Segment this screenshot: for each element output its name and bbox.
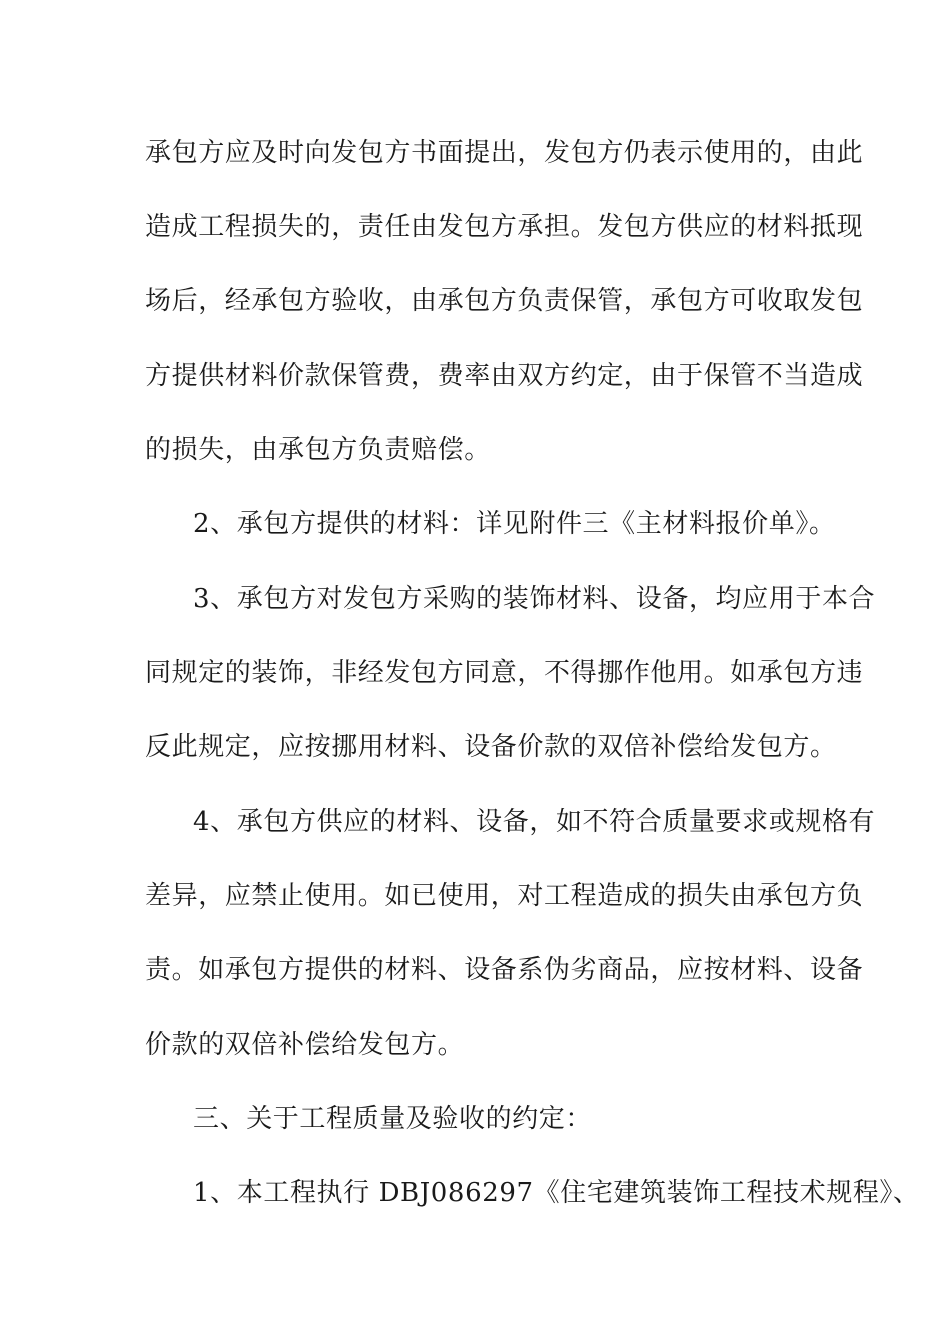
body-text-line: 价款的双倍补偿给发包方。 <box>145 1030 465 1060</box>
body-text-line: 方提供材料价款保管费，费率由双方约定，由于保管不当造成 <box>145 361 864 391</box>
clause-2-line: 2、承包方提供的材料：详见附件三《主材料报价单》。 <box>193 509 836 539</box>
clause-1-line: 1、本工程执行 DBJ086297《住宅建筑装饰工程技术规程》、 <box>193 1178 920 1208</box>
body-text-line: 同规定的装饰，非经发包方同意，不得挪作他用。如承包方违 <box>145 658 864 688</box>
clause-3-line: 3、承包方对发包方采购的装饰材料、设备，均应用于本合 <box>193 584 876 614</box>
body-text-line: 差异，应禁止使用。如已使用，对工程造成的损失由承包方负 <box>145 881 864 911</box>
body-text-line: 反此规定，应按挪用材料、设备价款的双倍补偿给发包方。 <box>145 732 837 762</box>
body-text-line: 场后，经承包方验收，由承包方负责保管，承包方可收取发包 <box>145 286 864 316</box>
body-text-line: 的损失，由承包方负责赔偿。 <box>145 435 491 465</box>
body-text-line: 造成工程损失的，责任由发包方承担。发包方供应的材料抵现 <box>145 212 864 242</box>
body-text-line: 责。如承包方提供的材料、设备系伪劣商品，应按材料、设备 <box>145 955 864 985</box>
body-text-line: 承包方应及时向发包方书面提出，发包方仍表示使用的，由此 <box>145 138 864 168</box>
section-heading: 三、关于工程质量及验收的约定： <box>193 1104 593 1134</box>
clause-4-line: 4、承包方供应的材料、设备，如不符合质量要求或规格有 <box>193 807 876 837</box>
